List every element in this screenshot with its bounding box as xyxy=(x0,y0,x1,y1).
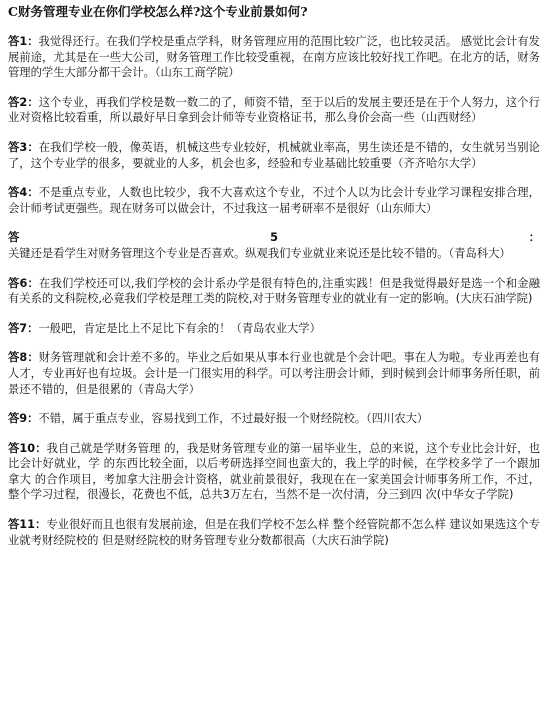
answer-item xyxy=(8,517,540,548)
answer-item xyxy=(8,441,540,503)
answer-label: 答1： xyxy=(8,35,39,48)
answer-text: 财务管理就和会计差不多的。毕业之后如果从事本行业也就是个会计吧。事在人为啦。专业再差也有人才，专业再好也有垃圾。会计是一门很实用的科学。可以考注册会计师，到时候到会计师事务所任职，前景还不错的，但是很累的（青岛大学） xyxy=(8,351,540,396)
answer-text: 一般吧，肯定是比上不足比下有余的！（青岛农业大学） xyxy=(38,321,321,335)
answer-label: 答2： xyxy=(8,95,39,109)
answer-item xyxy=(8,411,540,427)
answer-label: 答7： xyxy=(8,321,39,335)
answer-label: 答6： xyxy=(8,276,40,290)
answer-label: 答8： xyxy=(8,351,39,365)
answer-text: 在我们学校还可以,我们学校的会计系办学是很有特色的,注重实践！但是我觉得最好是选一个和金融有关系的文科院校,必竟我们学校是理工类的院校,对于财务管理专业的就业有一定的影响。(大庆石油学院) xyxy=(8,276,540,306)
answer-item xyxy=(8,350,540,397)
answer-text: 我自己就是学财务管理 的，我是财务管理专业的第一届毕业生，总的来说，这个专业比会计好，也比会计好就业，学 的东西比较全面，以后考研选择空间也蛮大的，我上学的时候，在学校多学了一个跟加拿大 的合作项目，考加拿大注册会计资格，就业前景很好，我现在在一家美国会计师事务所工作，不过，整个学习过程，很漫长，花费也不低，总共3万左右，当然不是一次付清，分三到四 次(中华女子学院) xyxy=(8,441,540,502)
answer-text: 不是重点专业，人数也比较少，我不大喜欢这个专业，不过个人以为比会计专业学习课程安排合理，会计师考试更强些。现在财务可以做会计，不过我这一届考研率不是很好（山东师大） xyxy=(8,186,540,215)
answer-text: 不错，属于重点专业，容易找到工作，不过最好报一个财经院校。（四川农大） xyxy=(38,412,429,426)
answer-label: 答5： xyxy=(8,231,540,245)
answer-text: 我觉得还行。在我们学校是重点学科，财务管理应用的范围比较广泛，也比较灵活。 感觉比会计有发展前途，尤其是在一些大公司，财务管理工作比较受重视，在南方应该比较好找工作吧。在北方的话，财务管理的学生大部分都干会计。（山东工商学院） xyxy=(8,35,540,80)
answer-label: 答9： xyxy=(8,412,39,426)
answer-label: 答4： xyxy=(8,186,39,200)
answer-item xyxy=(8,95,540,126)
answer-item xyxy=(8,185,540,216)
answer-item xyxy=(8,34,540,81)
answer-item xyxy=(8,230,540,261)
answer-text: 这个专业，再我们学校是数一数二的了，师资不错，至于以后的发展主要还是在于个人努力，这个行业对资格比较看重，所以最好早日拿到会计师等专业资格证书，那么身价会高一些（山西财经） xyxy=(8,95,540,125)
answer-text: 专业很好而且也很有发展前途，但是在我们学校不怎么样 整个经管院都不怎么样 建议如果选这个专业就考财经院校的 但是财经院校的财务管理专业分数都很高（大庆石油学院) xyxy=(8,518,540,547)
answer-item xyxy=(8,140,540,171)
answer-label: 答11： xyxy=(8,518,47,532)
answer-label: 答3： xyxy=(8,140,39,154)
page-title: C财务管理专业在你们学校怎么样?这个专业前景如何? xyxy=(8,4,308,19)
answer-item xyxy=(8,321,540,337)
answer-text: 在我们学校一般，像英语，机械这些专业较好，机械就业率高，男生读还是不错的，女生就另当别论了，这个专业学的很多，要就业的人多，机会也多，经验和专业基础比较重要（齐齐哈尔大学） xyxy=(8,140,540,170)
answer-label: 答10： xyxy=(8,441,47,455)
answer-text: 关键还是看学生对财务管理这个专业是否喜欢。纵观我们专业就业来说还是比较不错的。（青岛科大） xyxy=(8,246,511,260)
answer-item xyxy=(8,276,540,307)
